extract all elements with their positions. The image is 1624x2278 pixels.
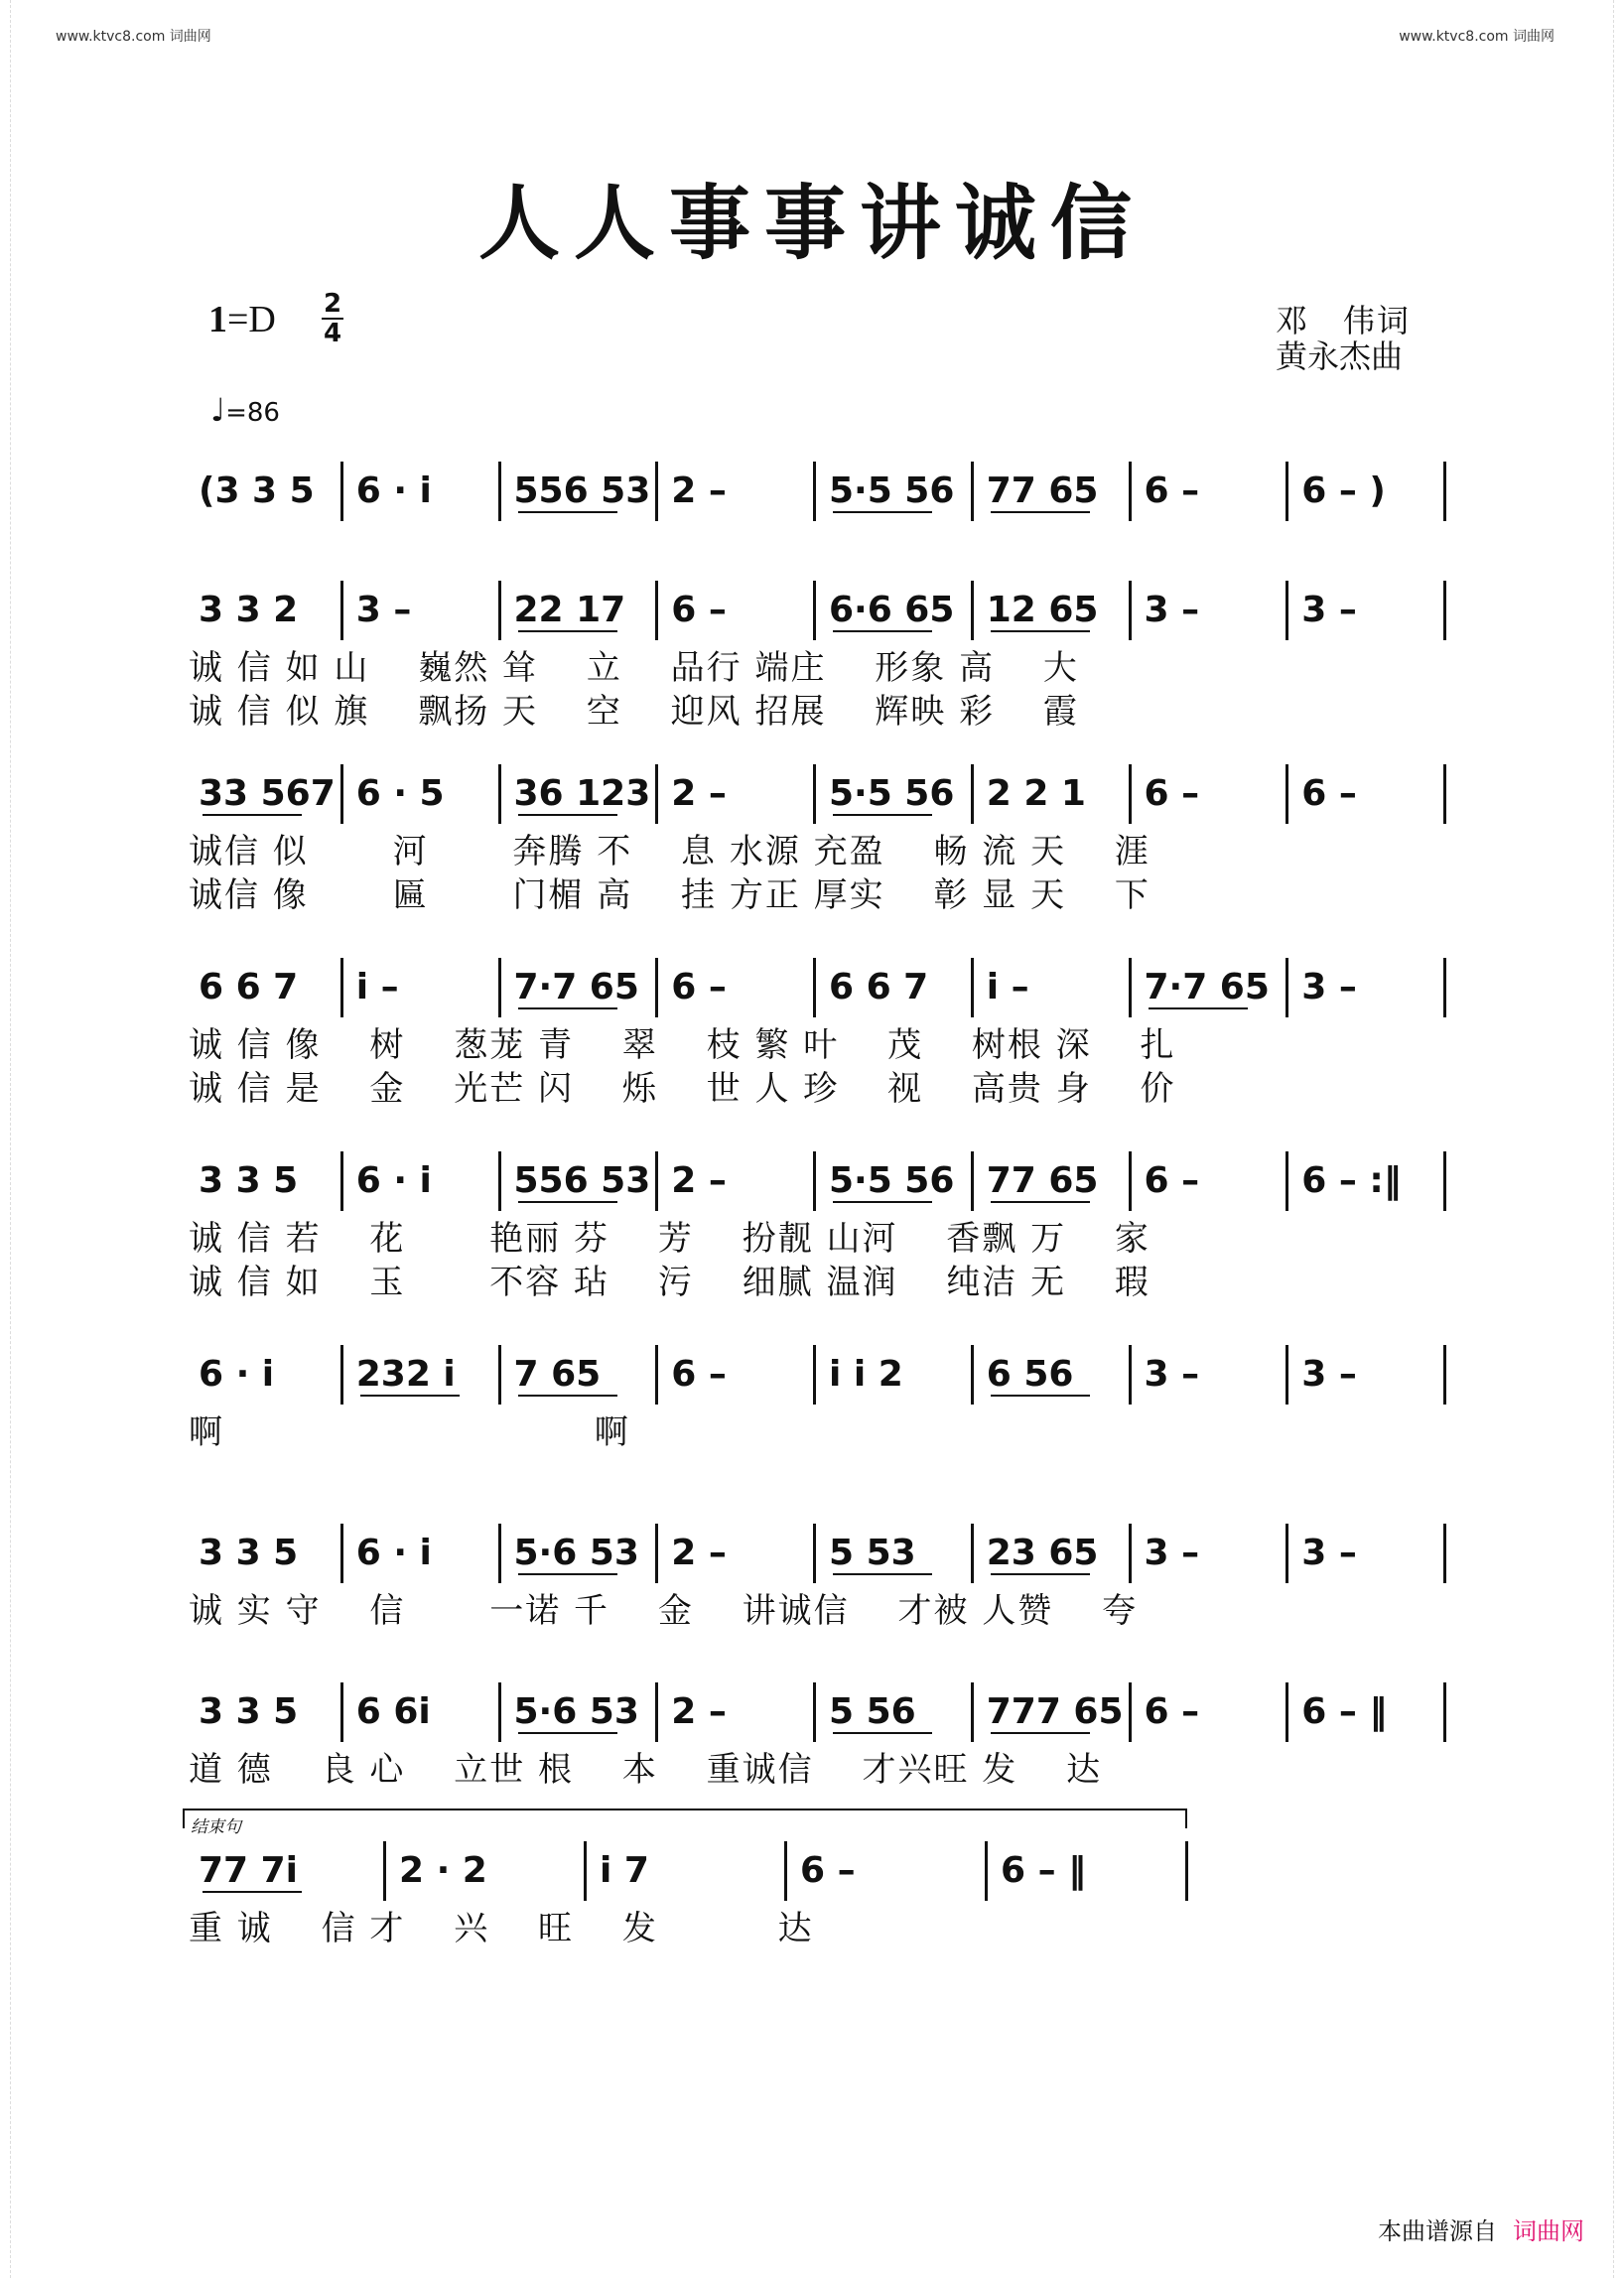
lyric-text: 啊 啊 <box>189 1412 630 1452</box>
bar-line <box>498 1151 501 1211</box>
measure: 3 3 2 <box>199 590 299 630</box>
measure: 12 65 <box>986 590 1099 630</box>
measure: 6 – :‖ <box>1301 1160 1402 1201</box>
notation-line <box>189 462 1449 521</box>
bar-line <box>655 462 658 521</box>
bar-line <box>1286 581 1288 640</box>
bar-line <box>340 1524 343 1583</box>
bar-line <box>1286 1151 1288 1211</box>
lyric-text: 诚 实 守 信 一诺 千 金 讲诚信 才被 人赞 夸 <box>189 1591 1139 1631</box>
ending-bracket <box>183 1809 1187 1837</box>
measure: 6 – ‖ <box>1001 1850 1087 1891</box>
notation-line <box>189 1151 1449 1211</box>
beam-underline <box>203 1891 302 1893</box>
bar-line <box>340 1682 343 1742</box>
beam-underline <box>518 1573 617 1575</box>
measure: 2 – <box>671 1691 727 1732</box>
measure: 2 · 2 <box>399 1850 487 1891</box>
measure: 6 – ) <box>1301 470 1386 511</box>
measure: 6 · i <box>355 1160 432 1201</box>
lyric-text: 道 德 良 心 立世 根 本 重诚信 才兴旺 发 达 <box>189 1750 1103 1790</box>
bar-line <box>1129 581 1132 640</box>
notation-line <box>189 1345 1449 1405</box>
measure: 6 · i <box>355 1533 432 1573</box>
lyric-line <box>189 1901 1449 1948</box>
measure: 5·5 56 <box>829 470 955 511</box>
quarter-note-icon: ♩ <box>210 391 226 429</box>
beam-underline <box>833 630 932 632</box>
bar-line <box>1129 1151 1132 1211</box>
measure: 5 56 <box>829 1691 916 1732</box>
time-signature <box>320 290 345 347</box>
bar-line <box>340 581 343 640</box>
bar-line <box>498 1682 501 1742</box>
tempo-value: =86 <box>225 398 280 428</box>
measure: 6 – <box>671 1354 727 1395</box>
measure: i – <box>986 967 1029 1007</box>
measure: 77 65 <box>986 470 1099 511</box>
bar-line <box>1443 1682 1446 1742</box>
bar-line <box>1129 764 1132 824</box>
measure: 2 – <box>671 1533 727 1573</box>
right-margin-strip <box>1613 0 1624 2278</box>
score-row <box>189 958 1449 1109</box>
bar-line <box>655 764 658 824</box>
bar-line <box>655 1151 658 1211</box>
measure: 556 53 <box>513 1160 651 1201</box>
bar-line <box>1443 1151 1446 1211</box>
bar-line <box>1286 764 1288 824</box>
measure: 6 – <box>671 590 727 630</box>
measure: 7·7 65 <box>1144 967 1270 1007</box>
bar-line <box>1443 1524 1446 1583</box>
bar-line <box>1129 462 1132 521</box>
measure: 6 – <box>1144 1691 1200 1732</box>
measure: 6 6i <box>355 1691 431 1732</box>
bar-line <box>813 462 816 521</box>
bar-line <box>655 581 658 640</box>
measure: 5·5 56 <box>829 773 955 814</box>
measure: 2 – <box>671 773 727 814</box>
lyric-text: 诚 信 如 山 巍然 耸 立 品行 端庄 形象 高 大 <box>189 648 1079 688</box>
lyric-text: 诚信 像 匾 门楣 高 挂 方正 厚实 彰 显 天 下 <box>189 875 1150 915</box>
beam-underline <box>833 814 932 816</box>
header-right-site[interactable]: www.ktvc8.com 词曲网 <box>1399 29 1555 45</box>
measure: 6 – <box>1144 773 1200 814</box>
footer-source <box>1378 2211 1584 2246</box>
lyric-line <box>189 824 1449 871</box>
score-row <box>189 1682 1449 1790</box>
beam-underline <box>991 630 1090 632</box>
measure: 77 7i <box>199 1850 299 1891</box>
lyric-text: 诚 信 似 旗 飘扬 天 空 迎风 招展 辉映 彩 霞 <box>189 692 1079 732</box>
bar-line <box>1129 1524 1132 1583</box>
score-row <box>189 1345 1449 1452</box>
bar-line <box>1286 1682 1288 1742</box>
notation-line <box>189 581 1449 640</box>
bar-line <box>498 958 501 1017</box>
beam-underline <box>991 1201 1090 1203</box>
measure: i i 2 <box>829 1354 903 1395</box>
meter-bottom: 4 <box>323 319 342 348</box>
lyric-text: 诚 信 是 金 光芒 闪 烁 世 人 珍 视 高贵 身 价 <box>189 1069 1176 1109</box>
key-signature <box>208 298 276 341</box>
lyric-text: 诚 信 如 玉 不容 玷 污 细腻 温润 纯洁 无 瑕 <box>189 1263 1150 1302</box>
bar-line <box>655 1345 658 1405</box>
bar-line <box>1129 958 1132 1017</box>
tempo-marking <box>210 391 280 429</box>
bar-line <box>498 1524 501 1583</box>
bar-line <box>1286 1345 1288 1405</box>
footer-brand-link[interactable]: 词曲网 <box>1513 2217 1584 2245</box>
key-one: 1 <box>208 299 227 340</box>
bar-line <box>383 1841 386 1901</box>
measure: 3 – <box>1144 590 1200 630</box>
measure: 36 123 <box>513 773 651 814</box>
beam-underline <box>203 814 302 816</box>
score-row <box>189 764 1449 915</box>
composer-credit: 黄永杰曲 <box>1276 337 1404 375</box>
bar-line <box>813 958 816 1017</box>
lyric-line <box>189 1405 1449 1452</box>
score-row <box>189 1524 1449 1631</box>
measure: 6 6 7 <box>829 967 929 1007</box>
measure: 6 – <box>1144 470 1200 511</box>
bar-line <box>1286 958 1288 1017</box>
notation-line <box>189 958 1449 1017</box>
song-title: 人人事事讲诚信 <box>477 177 1146 271</box>
lyric-line <box>189 1255 1449 1302</box>
measure: 3 – <box>1144 1354 1200 1395</box>
bar-line <box>655 1524 658 1583</box>
beam-underline <box>518 630 617 632</box>
lyric-line <box>189 1017 1449 1065</box>
measure: 3 3 5 <box>199 1160 299 1201</box>
beam-underline <box>518 511 617 513</box>
bar-line <box>971 958 974 1017</box>
measure: 5·6 53 <box>513 1691 639 1732</box>
bar-line <box>340 764 343 824</box>
key-rest: =D <box>227 299 276 340</box>
measure: 6 · i <box>355 470 432 511</box>
bar-line <box>1443 462 1446 521</box>
bar-line <box>784 1841 787 1901</box>
measure: 7·7 65 <box>513 967 639 1007</box>
bar-line <box>813 764 816 824</box>
bar-line <box>584 1841 587 1901</box>
beam-underline <box>833 1201 932 1203</box>
bar-line <box>813 581 816 640</box>
bar-line <box>971 1345 974 1405</box>
measure: 3 – <box>1144 1533 1200 1573</box>
measure: 6 – <box>1144 1160 1200 1201</box>
lyric-line <box>189 1211 1449 1259</box>
bar-line <box>1185 1841 1188 1901</box>
measure: 6 – <box>1301 773 1357 814</box>
bar-line <box>971 764 974 824</box>
lyric-text: 诚信 似 河 奔腾 不 息 水源 充盈 畅 流 天 涯 <box>189 832 1150 871</box>
measure: 5·5 56 <box>829 1160 955 1201</box>
bar-line <box>1443 958 1446 1017</box>
measure: 6 – ‖ <box>1301 1691 1388 1732</box>
beam-underline <box>991 511 1090 513</box>
beam-underline <box>518 1732 617 1734</box>
measure: 7 65 <box>513 1354 602 1395</box>
bar-line <box>813 1151 816 1211</box>
measure: 3 – <box>1301 967 1357 1007</box>
lyric-line <box>189 1742 1449 1790</box>
bar-line <box>1129 1345 1132 1405</box>
bar-line <box>971 1682 974 1742</box>
bar-line <box>985 1841 988 1901</box>
measure: 2 – <box>671 1160 727 1201</box>
score-row <box>189 1841 1449 1948</box>
beam-underline <box>518 1201 617 1203</box>
measure: 2 – <box>671 470 727 511</box>
notation-line <box>189 1841 1449 1901</box>
bar-line <box>813 1345 816 1405</box>
measure: 2 2 1 <box>986 773 1086 814</box>
measure: 3 – <box>355 590 412 630</box>
beam-underline <box>991 1732 1090 1734</box>
beam-underline <box>833 511 932 513</box>
beam-underline <box>518 1007 617 1009</box>
measure: 77 65 <box>986 1160 1099 1201</box>
measure: i 7 <box>600 1850 649 1891</box>
beam-underline <box>991 1395 1090 1397</box>
bar-line <box>971 1524 974 1583</box>
bar-line <box>971 581 974 640</box>
measure: 5 53 <box>829 1533 916 1573</box>
notation-line <box>189 764 1449 824</box>
lyric-text: 诚 信 像 树 葱茏 青 翠 枝 繁 叶 茂 树根 深 扎 <box>189 1025 1176 1065</box>
bar-line <box>340 1345 343 1405</box>
bar-line <box>498 764 501 824</box>
ending-label: 结束句 <box>191 1817 241 1837</box>
bar-line <box>1286 462 1288 521</box>
beam-underline <box>833 1732 932 1734</box>
bar-line <box>498 462 501 521</box>
bar-line <box>1443 581 1446 640</box>
bar-line <box>655 958 658 1017</box>
beam-underline <box>518 814 617 816</box>
bar-line <box>1286 1524 1288 1583</box>
notation-line <box>189 1524 1449 1583</box>
lyricist-credit: 邓 伟词 <box>1276 302 1412 339</box>
measure: 6 · i <box>199 1354 275 1395</box>
measure: 6·6 65 <box>829 590 955 630</box>
measure: (3 3 5 <box>199 470 315 511</box>
beam-underline <box>991 1573 1090 1575</box>
meter-top: 2 <box>323 289 342 319</box>
bar-line <box>1129 1682 1132 1742</box>
measure: 3 – <box>1301 1354 1357 1395</box>
measure: 3 3 5 <box>199 1691 299 1732</box>
measure: 6 – <box>671 967 727 1007</box>
bar-line <box>655 1682 658 1742</box>
footer-source-text: 本曲谱源自 <box>1378 2217 1497 2245</box>
measure: 3 – <box>1301 1533 1357 1573</box>
measure: 6 · 5 <box>355 773 445 814</box>
score-row <box>189 581 1449 732</box>
lyric-line <box>189 1583 1449 1631</box>
header-left-site[interactable]: www.ktvc8.com 词曲网 <box>56 29 211 45</box>
measure: 22 17 <box>513 590 626 630</box>
beam-underline <box>1149 1007 1248 1009</box>
measure: 777 65 <box>986 1691 1124 1732</box>
beam-underline <box>518 1395 617 1397</box>
lyric-line <box>189 640 1449 688</box>
lyric-text: 诚 信 若 花 艳丽 芬 芳 扮靓 山河 香飘 万 家 <box>189 1219 1150 1259</box>
score-row <box>189 462 1449 521</box>
bar-line <box>340 1151 343 1211</box>
notation-line <box>189 1682 1449 1742</box>
measure: 6 56 <box>986 1354 1074 1395</box>
bar-line <box>813 1682 816 1742</box>
bar-line <box>340 462 343 521</box>
lyric-text: 重 诚 信 才 兴 旺 发 达 <box>189 1909 814 1948</box>
bar-line <box>971 462 974 521</box>
bar-line <box>1443 1345 1446 1405</box>
beam-underline <box>360 1395 460 1397</box>
bar-line <box>340 958 343 1017</box>
left-margin-strip <box>0 0 11 2278</box>
bar-line <box>498 581 501 640</box>
lyric-line <box>189 684 1449 732</box>
measure: 6 6 7 <box>199 967 299 1007</box>
bar-line <box>1443 764 1446 824</box>
lyric-line <box>189 868 1449 915</box>
measure: 232 i <box>355 1354 456 1395</box>
bar-line <box>813 1524 816 1583</box>
measure: 3 3 5 <box>199 1533 299 1573</box>
lyric-line <box>189 1061 1449 1109</box>
measure: 33 567 <box>199 773 336 814</box>
measure: 5·6 53 <box>513 1533 639 1573</box>
beam-underline <box>833 1573 932 1575</box>
measure: i – <box>355 967 399 1007</box>
bar-line <box>498 1345 501 1405</box>
measure: 6 – <box>800 1850 856 1891</box>
score-row <box>189 1151 1449 1302</box>
measure: 556 53 <box>513 470 651 511</box>
bar-line <box>971 1151 974 1211</box>
measure: 23 65 <box>986 1533 1099 1573</box>
measure: 3 – <box>1301 590 1357 630</box>
